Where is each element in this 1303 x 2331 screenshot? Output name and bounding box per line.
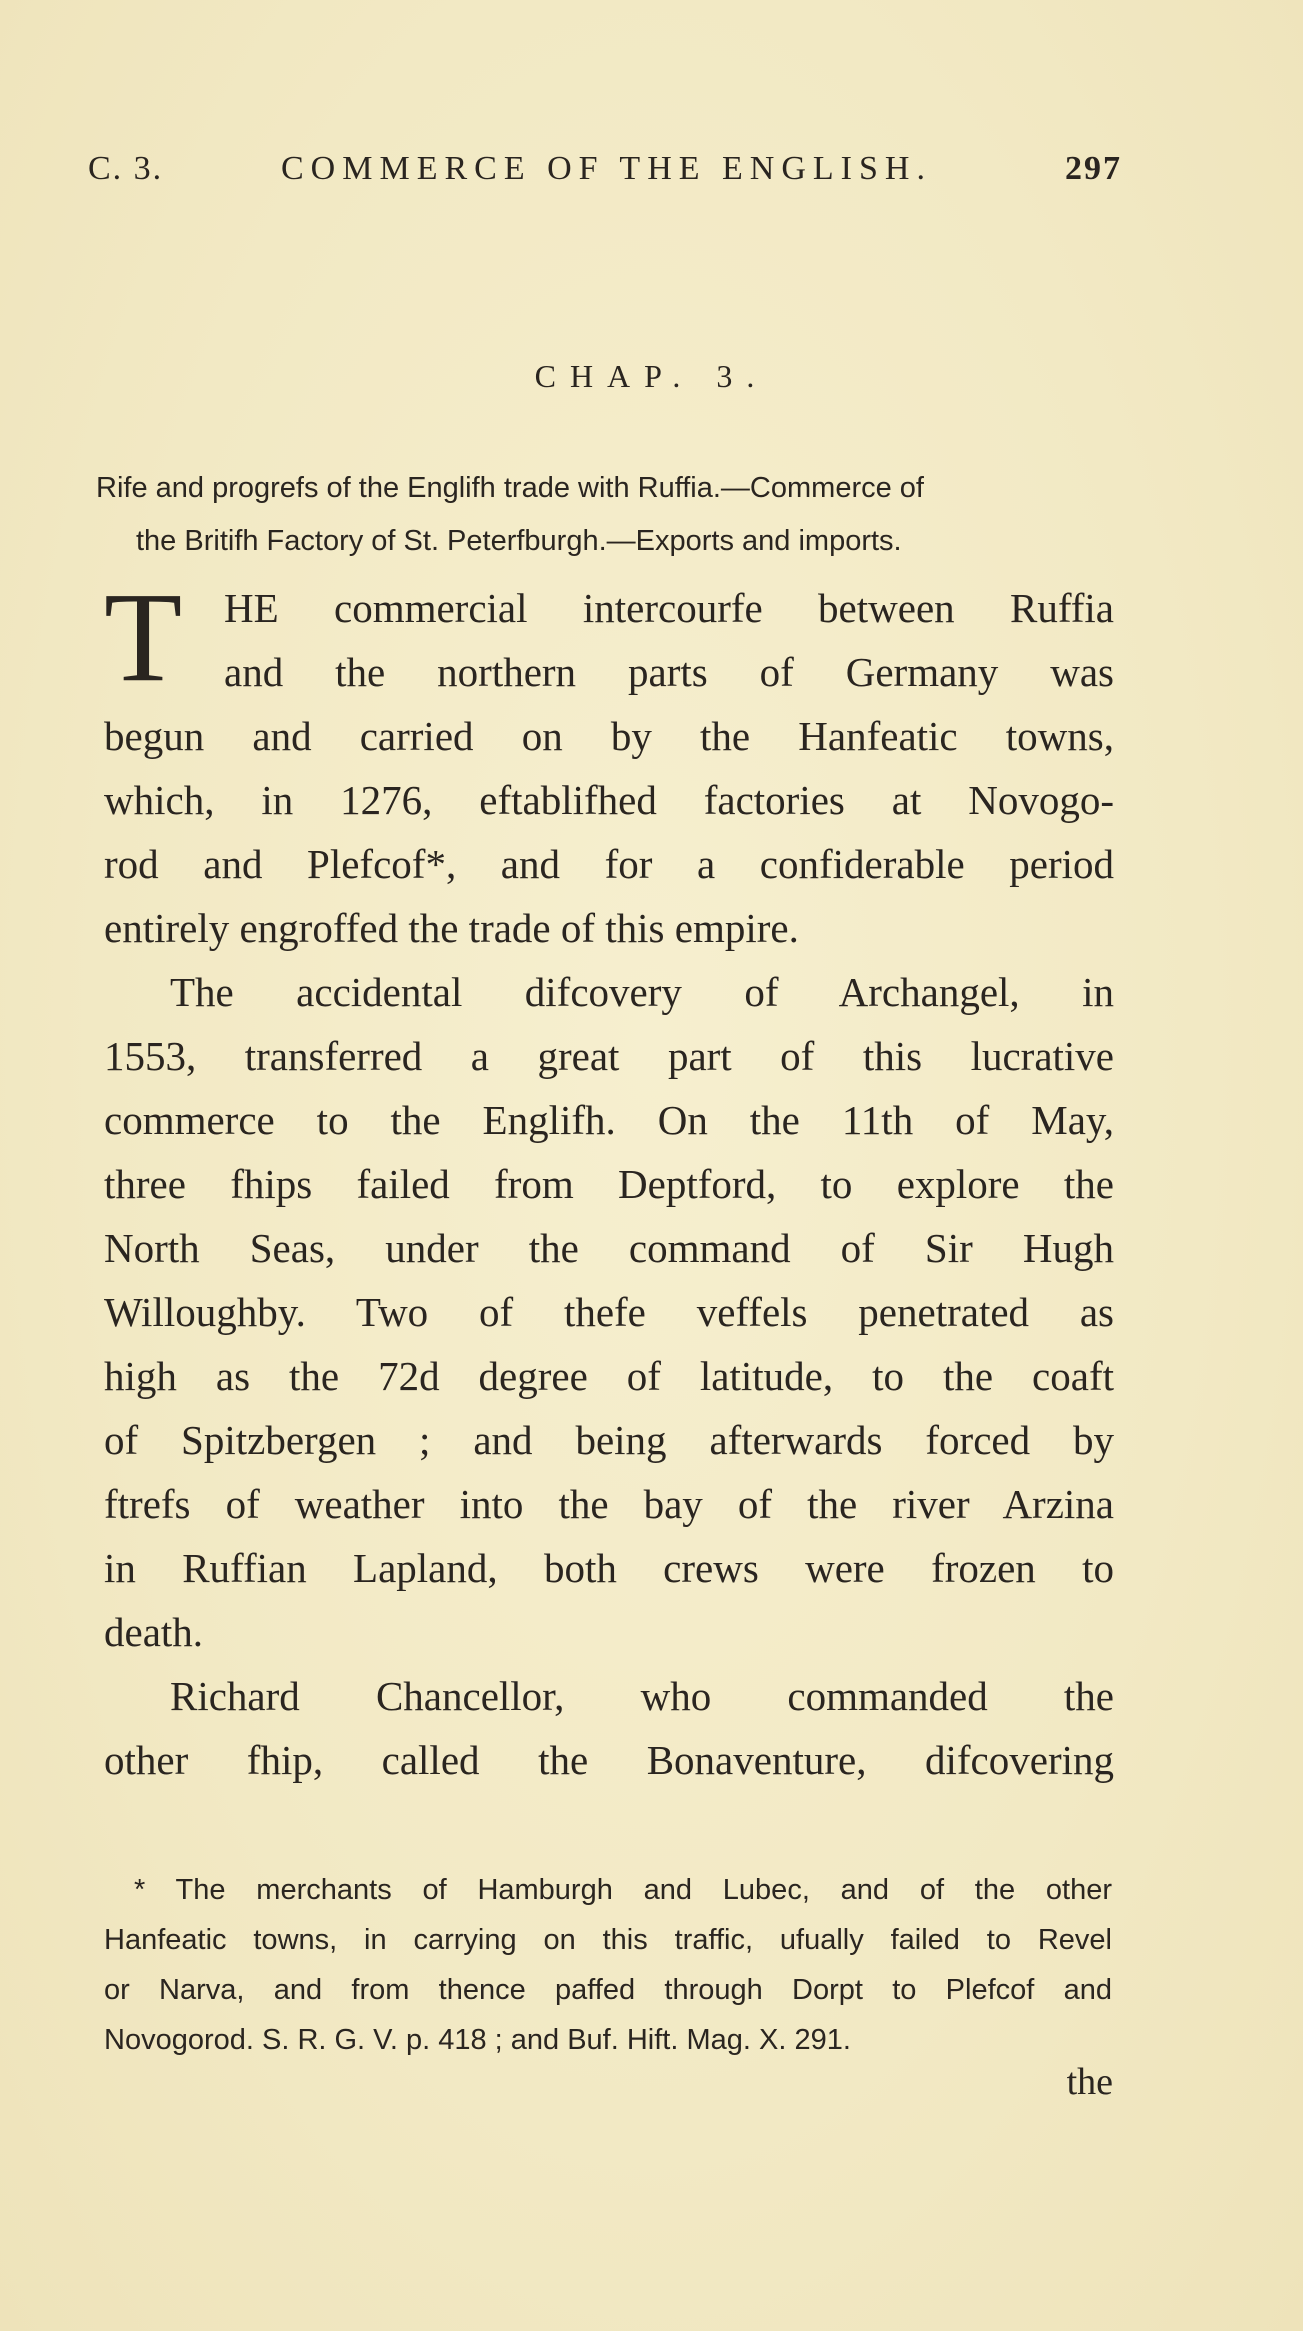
body-line: ftrefs of weather into the bay of the river Arzina <box>104 1481 1114 1527</box>
running-head-title: COMMERCE OF THE ENGLISH. <box>281 150 932 187</box>
chapter-summary <box>96 462 1116 568</box>
body-line: death. <box>104 1609 204 1655</box>
body-line: Richard Chancellor, who commanded the <box>170 1673 1114 1719</box>
body-line: other fhip, called the Bonaventure, difcovering <box>104 1737 1114 1783</box>
footnote-line: Hanfeatic towns, in carrying on this traffic, ufually failed to Revel <box>104 1924 1112 1956</box>
running-head <box>88 150 1122 200</box>
summary-line: the Britifh Factory of St. Peterfburgh.—Exports and imports. <box>136 525 902 557</box>
body-line: three fhips failed from Deptford, to explore the <box>104 1161 1114 1207</box>
body-line: and the northern parts of Germany was <box>224 649 1114 695</box>
footnote-line: or Narva, and from thence paffed through Dorpt to Plefcof and <box>104 1974 1112 2006</box>
body-line: entirely engroffed the trade of this empire. <box>104 905 799 951</box>
body-line: in Ruffian Lapland, both crews were frozen to <box>104 1545 1114 1591</box>
footnote <box>104 1865 1112 2065</box>
body-text <box>104 566 1114 1792</box>
body-line: begun and carried on by the Hanfeatic towns, <box>104 713 1114 759</box>
body-line: HE commercial intercourfe between Ruffia <box>224 585 1114 631</box>
catchword: the <box>1066 2061 1113 2103</box>
body-line: 1553, transferred a great part of this lucrative <box>104 1033 1114 1079</box>
drop-cap: T <box>104 566 183 708</box>
footnote-line: Novogorod. S. R. G. V. p. 418 ; and Buf. Hift. Mag. X. 291. <box>104 2024 851 2056</box>
body-line: North Seas, under the command of Sir Hugh <box>104 1225 1114 1271</box>
chapter-heading: CHAP. 3. <box>534 358 769 394</box>
body-line: commerce to the Englifh. On the 11th of May, <box>104 1097 1114 1143</box>
body-line: rod and Plefcof*, and for a confiderable period <box>104 841 1114 887</box>
footnote-line: * The merchants of Hamburgh and Lubec, and of the other <box>134 1874 1112 1906</box>
body-line: high as the 72d degree of latitude, to the coaft <box>104 1353 1114 1399</box>
page-number: 297 <box>1065 150 1122 187</box>
body-line: The accidental difcovery of Archangel, in <box>170 969 1114 1015</box>
body-line: of Spitzbergen ; and being afterwards forced by <box>104 1417 1114 1463</box>
body-line: Willoughby. Two of thefe veffels penetrated as <box>104 1289 1114 1335</box>
body-line: which, in 1276, eftablifhed factories at Novogo- <box>104 777 1114 823</box>
summary-line: Rife and progrefs of the Englifh trade with Ruffia.—Commerce of <box>96 472 924 504</box>
running-head-chapter: C. 3. <box>88 150 164 187</box>
